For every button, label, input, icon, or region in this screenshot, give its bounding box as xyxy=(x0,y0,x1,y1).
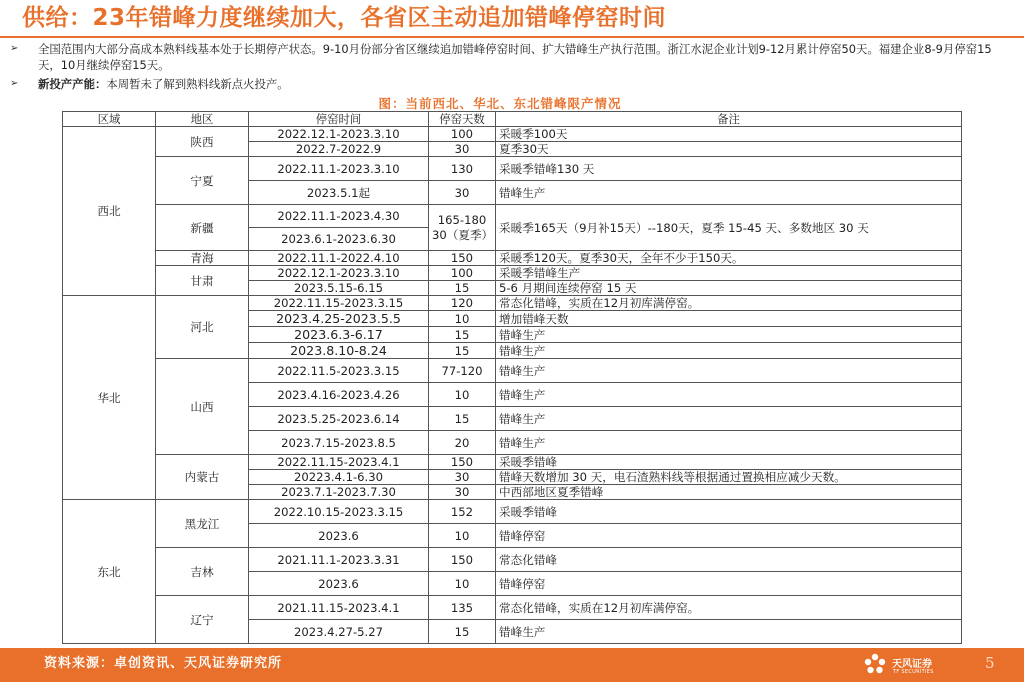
days-cell: 30 xyxy=(429,181,496,205)
note-cell: 错峰生产 xyxy=(496,620,962,644)
note-cell: 错峰停窑 xyxy=(496,524,962,548)
table-row xyxy=(63,548,962,572)
area-cell: 辽宁 xyxy=(156,596,249,644)
note-cell: 采暖季120天。夏季30天，全年不少于150天。 xyxy=(496,251,962,266)
table-row xyxy=(63,157,962,181)
days-cell: 30 xyxy=(429,470,496,485)
days-cell: 135 xyxy=(429,596,496,620)
time-cell: 2023.6 xyxy=(249,524,429,548)
curtailment-table xyxy=(62,111,962,644)
days-cell: 120 xyxy=(429,296,496,311)
time-cell: 2021.11.1-2023.3.31 xyxy=(249,548,429,572)
days-cell: 100 xyxy=(429,266,496,281)
note-cell: 错峰天数增加 30 天，电石渣熟料线等根据通过置换相应减少天数。 xyxy=(496,470,962,485)
area-cell: 河北 xyxy=(156,296,249,359)
note-cell: 采暖季错峰生产 xyxy=(496,266,962,281)
bullet-item xyxy=(8,76,1008,92)
time-cell: 2023.5.1起 xyxy=(249,181,429,205)
days-cell: 165-180 30（夏季） xyxy=(429,205,496,251)
source-note: 资料来源：卓创资讯、天风证券研究所 xyxy=(44,656,283,671)
days-cell: 130 xyxy=(429,157,496,181)
header-area: 地区 xyxy=(156,112,249,127)
bullet-arrow-icon: ➢ xyxy=(10,78,19,89)
area-cell: 黑龙江 xyxy=(156,500,249,548)
area-cell: 山西 xyxy=(156,359,249,455)
days-cell: 150 xyxy=(429,455,496,470)
region-cell: 东北 xyxy=(63,500,156,644)
company-logo xyxy=(862,651,952,679)
table-row xyxy=(63,500,962,524)
area-cell: 甘肃 xyxy=(156,266,249,296)
area-cell: 内蒙古 xyxy=(156,455,249,500)
time-cell: 2023.4.27-5.27 xyxy=(249,620,429,644)
table-row xyxy=(63,251,962,266)
page-title: 供给：23年错峰力度继续加大，各省区主动追加错峰停窑时间 xyxy=(22,5,667,31)
time-cell: 2023.6.1-2023.6.30 xyxy=(249,228,429,251)
area-cell: 青海 xyxy=(156,251,249,266)
area-cell: 吉林 xyxy=(156,548,249,596)
area-cell: 新疆 xyxy=(156,205,249,251)
note-cell: 5-6 月期间连续停窑 15 天 xyxy=(496,281,962,296)
time-cell: 2022.10.15-2023.3.15 xyxy=(249,500,429,524)
header-region: 区域 xyxy=(63,112,156,127)
time-cell: 2022.11.1-2023.3.10 xyxy=(249,157,429,181)
bullet-text: 本周暂未了解到熟料线新点火投产。 xyxy=(106,77,289,91)
note-cell: 增加错峰天数 xyxy=(496,311,962,327)
figure-caption: 图：当前西北、华北、东北错峰限产情况 xyxy=(378,96,622,111)
footer-bar xyxy=(0,648,1024,682)
table-row xyxy=(63,455,962,470)
days-cell: 152 xyxy=(429,500,496,524)
days-cell: 10 xyxy=(429,572,496,596)
note-cell: 错峰生产 xyxy=(496,407,962,431)
note-cell: 常态化错峰，实质在12月初库满停窑。 xyxy=(496,596,962,620)
days-cell: 15 xyxy=(429,327,496,343)
note-cell: 中西部地区夏季错峰 xyxy=(496,485,962,500)
header-note: 备注 xyxy=(496,112,962,127)
table-header-row xyxy=(63,112,962,127)
note-cell: 错峰生产 xyxy=(496,181,962,205)
time-cell: 2023.6 xyxy=(249,572,429,596)
table-row xyxy=(63,596,962,620)
days-cell: 15 xyxy=(429,343,496,359)
header-days: 停窑天数 xyxy=(429,112,496,127)
time-cell: 2023.4.25-2023.5.5 xyxy=(249,311,429,327)
logo-flower-icon xyxy=(862,651,888,677)
header-time: 停窑时间 xyxy=(249,112,429,127)
days-cell: 15 xyxy=(429,620,496,644)
note-cell: 采暖季错峰130 天 xyxy=(496,157,962,181)
note-cell: 常态化错峰，实质在12月初库满停窑。 xyxy=(496,296,962,311)
note-cell: 采暖季165天（9月补15天）--180天，夏季 15-45 天、多数地区 30 天 xyxy=(496,205,962,251)
days-cell: 150 xyxy=(429,251,496,266)
time-cell: 2023.7.1-2023.7.30 xyxy=(249,485,429,500)
table-row xyxy=(63,205,962,228)
note-cell: 采暖季错峰 xyxy=(496,455,962,470)
bullet-bold-label: 新投产产能： xyxy=(38,77,107,91)
bullet-list xyxy=(8,41,1008,95)
region-cell: 华北 xyxy=(63,296,156,500)
days-cell: 100 xyxy=(429,127,496,142)
bullet-arrow-icon: ➢ xyxy=(10,43,19,54)
table-row xyxy=(63,359,962,383)
note-cell: 采暖季错峰 xyxy=(496,500,962,524)
table-row xyxy=(63,127,962,142)
time-cell: 2022.11.1-2022.4.10 xyxy=(249,251,429,266)
region-cell: 西北 xyxy=(63,127,156,296)
days-cell: 20 xyxy=(429,431,496,455)
time-cell: 2023.5.25-2023.6.14 xyxy=(249,407,429,431)
note-cell: 夏季30天 xyxy=(496,142,962,157)
days-cell: 15 xyxy=(429,281,496,296)
time-cell: 2022.11.15-2023.4.1 xyxy=(249,455,429,470)
note-cell: 错峰生产 xyxy=(496,343,962,359)
time-cell: 2022.11.5-2023.3.15 xyxy=(249,359,429,383)
bullet-text: 全国范围内大部分高成本熟料线基本处于长期停产状态。9-10月份部分省区继续追加错峰停窑时间、扩大错峰生产执行范围。浙江水泥企业计划9-12月累计停窑50天。福建企业8-9月停窑15天，10月继续停窑15天。 xyxy=(38,42,992,72)
days-cell: 30 xyxy=(429,142,496,157)
note-cell: 错峰生产 xyxy=(496,359,962,383)
days-cell: 10 xyxy=(429,311,496,327)
note-cell: 采暖季100天 xyxy=(496,127,962,142)
time-cell: 2023.5.15-6.15 xyxy=(249,281,429,296)
note-cell: 错峰生产 xyxy=(496,327,962,343)
days-cell: 10 xyxy=(429,524,496,548)
bullet-item xyxy=(8,41,1008,73)
page-number: 5 xyxy=(985,654,995,672)
note-cell: 错峰停窑 xyxy=(496,572,962,596)
area-cell: 宁夏 xyxy=(156,157,249,205)
time-cell: 2023.8.10-8.24 xyxy=(249,343,429,359)
time-cell: 2023.4.16-2023.4.26 xyxy=(249,383,429,407)
time-cell: 2022.12.1-2023.3.10 xyxy=(249,266,429,281)
days-cell: 30 xyxy=(429,485,496,500)
time-cell: 2022.11.15-2023.3.15 xyxy=(249,296,429,311)
time-cell: 2023.7.15-2023.8.5 xyxy=(249,431,429,455)
time-cell: 2023.6.3-6.17 xyxy=(249,327,429,343)
table-row xyxy=(63,296,962,311)
logo-subtitle: TF SECURITIES xyxy=(893,669,934,675)
title-divider xyxy=(0,36,1024,38)
days-cell: 150 xyxy=(429,548,496,572)
table-row xyxy=(63,266,962,281)
time-cell: 2022.12.1-2023.3.10 xyxy=(249,127,429,142)
time-cell: 2022.11.1-2023.4.30 xyxy=(249,205,429,228)
area-cell: 陕西 xyxy=(156,127,249,157)
time-cell: 20223.4.1-6.30 xyxy=(249,470,429,485)
note-cell: 错峰生产 xyxy=(496,383,962,407)
time-cell: 2022.7-2022.9 xyxy=(249,142,429,157)
days-cell: 77-120 xyxy=(429,359,496,383)
logo-name: 天风证券 xyxy=(892,659,932,670)
days-cell: 15 xyxy=(429,407,496,431)
note-cell: 常态化错峰 xyxy=(496,548,962,572)
time-cell: 2021.11.15-2023.4.1 xyxy=(249,596,429,620)
note-cell: 错峰生产 xyxy=(496,431,962,455)
days-cell: 10 xyxy=(429,383,496,407)
